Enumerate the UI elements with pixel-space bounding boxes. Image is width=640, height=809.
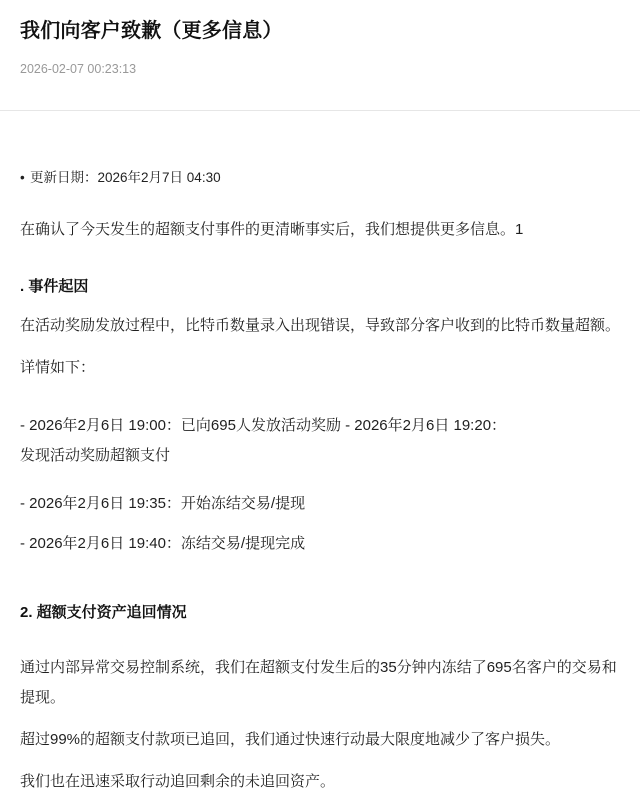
section-2-gap: [20, 637, 620, 653]
timeline-item-1-cont: 发现活动奖励超额支付: [20, 447, 171, 464]
update-date-line: [20, 167, 620, 189]
timeline-item-1: - 2026年2月6日 19:00：已向695人发放活动奖励 - 2026年2月6日 19:20：: [20, 417, 507, 434]
section-2-paragraph-3: 我们也在迅速采取行动追回剩余的未追回资产。: [20, 773, 336, 790]
bullet-icon: •: [20, 170, 25, 185]
section-1-heading: . 事件起因: [20, 278, 89, 295]
article-header: [0, 0, 640, 92]
intro-paragraph: 在确认了今天发生的超额支付事件的更清晰事实后，我们想提供更多信息。1: [20, 221, 524, 238]
section-1-paragraph-2: 详情如下：: [20, 359, 96, 376]
section-gap: [20, 569, 620, 599]
section-2-paragraph-2: 超过99%的超额支付款项已追回，我们通过快速行动最大限度地减少了客户损失。: [20, 731, 561, 748]
page-title: 我们向客户致歉（更多信息）: [20, 20, 283, 42]
article-body: [0, 111, 640, 797]
incident-timeline: [20, 411, 620, 559]
section-2-heading: 2. 超额支付资产追回情况: [20, 604, 187, 621]
section-2-paragraph-1: 通过内部异常交易控制系统，我们在超额支付发生后的35分钟内冻结了695名客户的交易和提现。: [20, 659, 617, 706]
section-1-paragraph-1: 在活动奖励发放过程中，比特币数量录入出现错误，导致部分客户收到的比特币数量超额。: [20, 317, 621, 334]
update-date-text: 更新日期：2026年2月7日 04:30: [30, 170, 221, 185]
publish-timestamp: 2026-02-07 00:23:13: [20, 62, 137, 76]
timeline-item-3: - 2026年2月6日 19:40：冻结交易/提现完成: [20, 535, 306, 552]
timeline-item-2: - 2026年2月6日 19:35：开始冻结交易/提现: [20, 495, 306, 512]
top-spacer: [20, 111, 620, 167]
